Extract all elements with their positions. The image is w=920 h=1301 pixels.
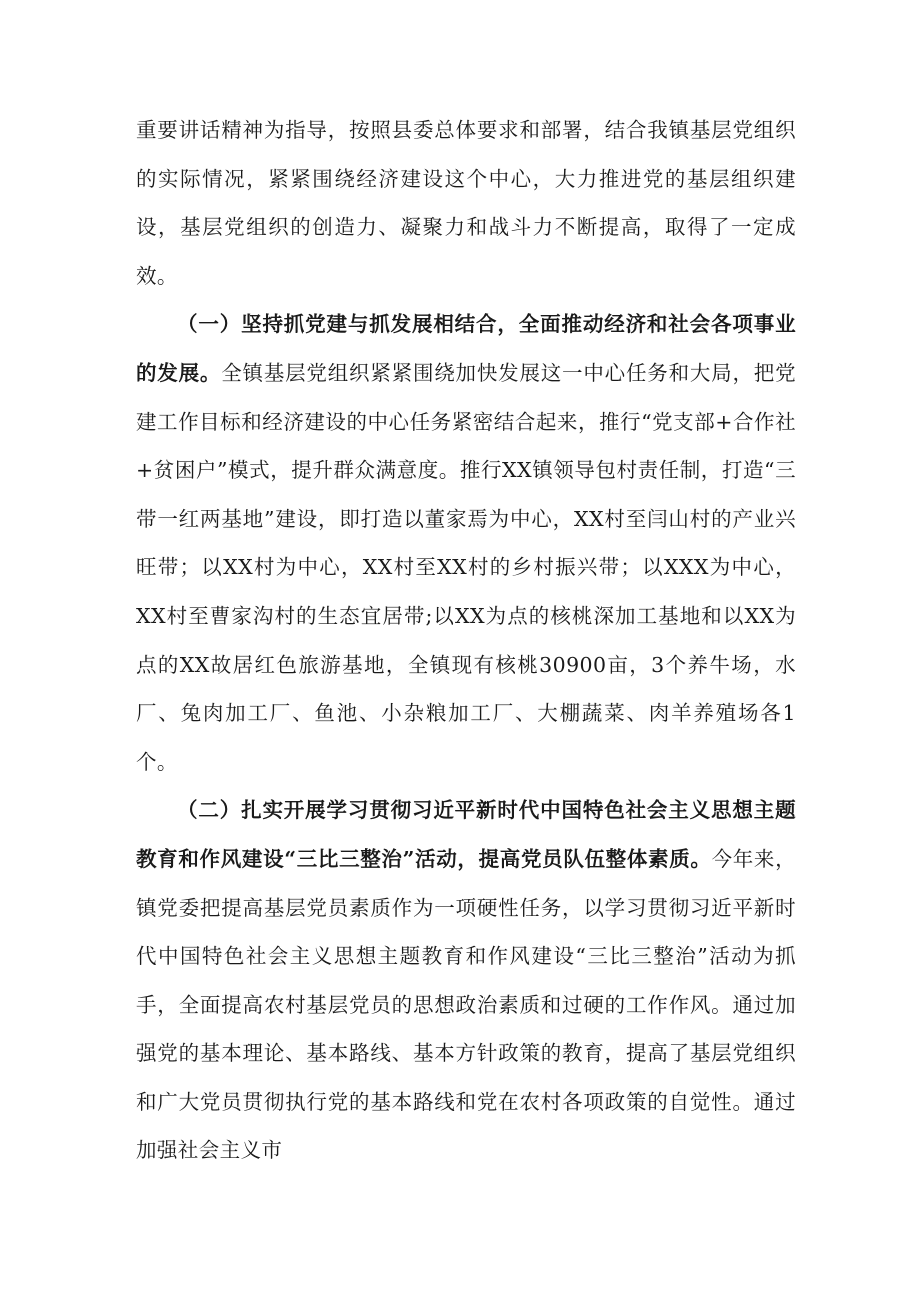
section-one-body: 全镇基层党组织紧紧围绕加快发展这一中心任务和大局，把党建工作目标和经济建设的中心任务紧密结合起来，推行“党支部+合作社+贫困户”模式，提升群众满意度。推行XX镇领导包村责任制，打造“三带一红两基地”建设，即打造以董家焉为中心，XX村至闫山村的产业兴旺带；以XX村为中心，XX村至XX村的乡村振兴带；以XXX为中心，XX村至曹家沟村的生态宜居带;以XX为点的核桃深加工基地和以XX为点的XX故居红色旅游基地，全镇现有核桃30900亩，3个养牛场，水厂、兔肉加工厂、鱼池、小杂粮加工厂、大棚蔬菜、肉羊养殖场各1个。 [136, 360, 796, 774]
section-two-heading: （二）扎实开展学习贯彻习近平新时代中国特色社会主义思想主题教育和作风建设“三比三整治”活动，提高党员队伍整体素质。 [136, 798, 796, 871]
document-body [136, 106, 796, 1175]
section-two-paragraph [136, 786, 796, 1175]
section-one-heading: （一）坚持抓党建与抓发展相结合，全面推动经济和社会各项事业的发展。 [136, 312, 796, 385]
intro-text: 重要讲话精神为指导，按照县委总体要求和部署，结合我镇基层党组织的实际情况，紧紧围绕经济建设这个中心，大力推进党的基层组织建设，基层党组织的创造力、凝聚力和战斗力不断提高，取得了一定成效。 [136, 118, 796, 288]
intro-paragraph [136, 106, 796, 300]
section-one-paragraph [136, 300, 796, 786]
section-two-body: 今年来，镇党委把提高基层党员素质作为一项硬性任务，以学习贯彻习近平新时代中国特色社会主义思想主题教育和作风建设“三比三整治”活动为抓手，全面提高农村基层党员的思想政治素质和过硬的工作作风。通过加强党的基本理论、基本路线、基本方针政策的教育，提高了基层党组织和广大党员贯彻执行党的基本路线和党在农村各项政策的自觉性。通过加强社会主义市 [136, 846, 796, 1163]
